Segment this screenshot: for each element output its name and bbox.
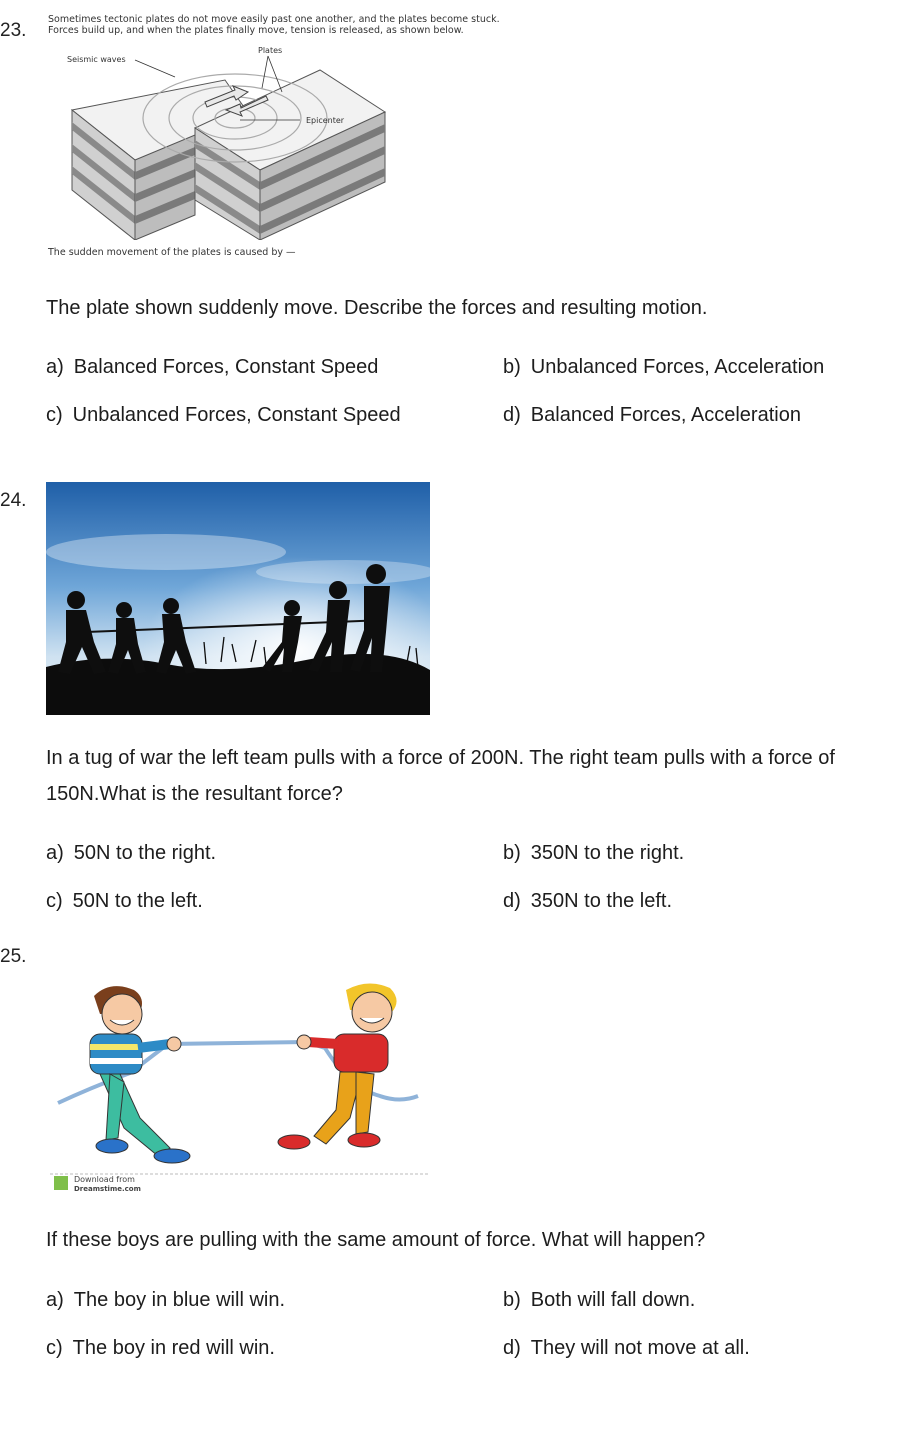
question-24-prompt-line2: 150N.What is the resultant force? xyxy=(46,783,343,805)
question-23-prompt: The plate shown suddenly move. Describe the forces and resulting motion. xyxy=(46,297,708,319)
label-seismic-waves: Seismic waves xyxy=(67,55,126,64)
option-text: Both will fall down. xyxy=(530,1289,696,1311)
option-text: They will not move at all. xyxy=(530,1337,750,1359)
question-25-option-b[interactable] xyxy=(503,1289,695,1312)
label-plates: Plates xyxy=(258,46,283,55)
question-23-option-d[interactable] xyxy=(503,404,801,427)
question-25-prompt: If these boys are pulling with the same amount of force. What will happen? xyxy=(46,1229,706,1251)
option-letter: c) xyxy=(46,890,63,912)
option-letter: d) xyxy=(503,890,521,912)
option-letter: d) xyxy=(503,404,521,426)
cartoon-tug-of-war-illustration xyxy=(50,978,430,1198)
question-23-intro-line1: Sometimes tectonic plates do not move easily past one another, and the plates become stuck. xyxy=(48,14,500,25)
option-letter: c) xyxy=(46,1337,63,1359)
option-text: 350N to the right. xyxy=(530,842,685,864)
dreamstime-logo-icon xyxy=(54,1176,68,1190)
option-text: 50N to the right. xyxy=(73,842,217,864)
question-23-diagram-caption: The sudden movement of the plates is caused by — xyxy=(48,247,296,258)
question-25-option-d[interactable] xyxy=(503,1337,750,1360)
question-24-number: 24. xyxy=(0,490,27,511)
question-24-prompt-line1: In a tug of war the left team pulls with a force of 200N. The right team pulls with a force of xyxy=(46,747,835,769)
option-letter: a) xyxy=(46,842,64,864)
option-text: 350N to the left. xyxy=(530,890,672,912)
tectonic-plates-diagram xyxy=(50,40,400,240)
question-23-number: 23. xyxy=(0,20,27,41)
question-23-option-b[interactable] xyxy=(503,356,824,379)
option-letter: b) xyxy=(503,1289,521,1311)
question-24-option-b[interactable] xyxy=(503,842,684,865)
question-25-option-a[interactable] xyxy=(46,1289,285,1312)
option-text: Balanced Forces, Acceleration xyxy=(530,404,801,426)
watermark-line2: Dreamstime.com xyxy=(74,1185,141,1193)
option-letter: c) xyxy=(46,404,63,426)
question-25-number: 25. xyxy=(0,946,27,967)
option-text: Unbalanced Forces, Constant Speed xyxy=(72,404,401,426)
question-25-option-c[interactable] xyxy=(46,1337,275,1360)
option-text: The boy in blue will win. xyxy=(73,1289,286,1311)
option-letter: a) xyxy=(46,1289,64,1311)
question-24-option-a[interactable] xyxy=(46,842,216,865)
question-23-intro-line2: Forces build up, and when the plates finally move, tension is released, as shown below. xyxy=(48,25,464,36)
question-23-option-c[interactable] xyxy=(46,404,401,427)
option-letter: d) xyxy=(503,1337,521,1359)
option-letter: b) xyxy=(503,356,521,378)
tug-of-war-silhouette-photo xyxy=(46,482,430,715)
option-text: 50N to the left. xyxy=(72,890,203,912)
option-letter: a) xyxy=(46,356,64,378)
question-23-option-a[interactable] xyxy=(46,356,378,379)
question-24-option-c[interactable] xyxy=(46,890,203,913)
watermark-line1: Download from xyxy=(74,1175,135,1184)
question-24-option-d[interactable] xyxy=(503,890,672,913)
label-epicenter: Epicenter xyxy=(306,116,345,125)
option-text: Balanced Forces, Constant Speed xyxy=(73,356,379,378)
option-text: Unbalanced Forces, Acceleration xyxy=(530,356,825,378)
option-letter: b) xyxy=(503,842,521,864)
option-text: The boy in red will win. xyxy=(72,1337,275,1359)
